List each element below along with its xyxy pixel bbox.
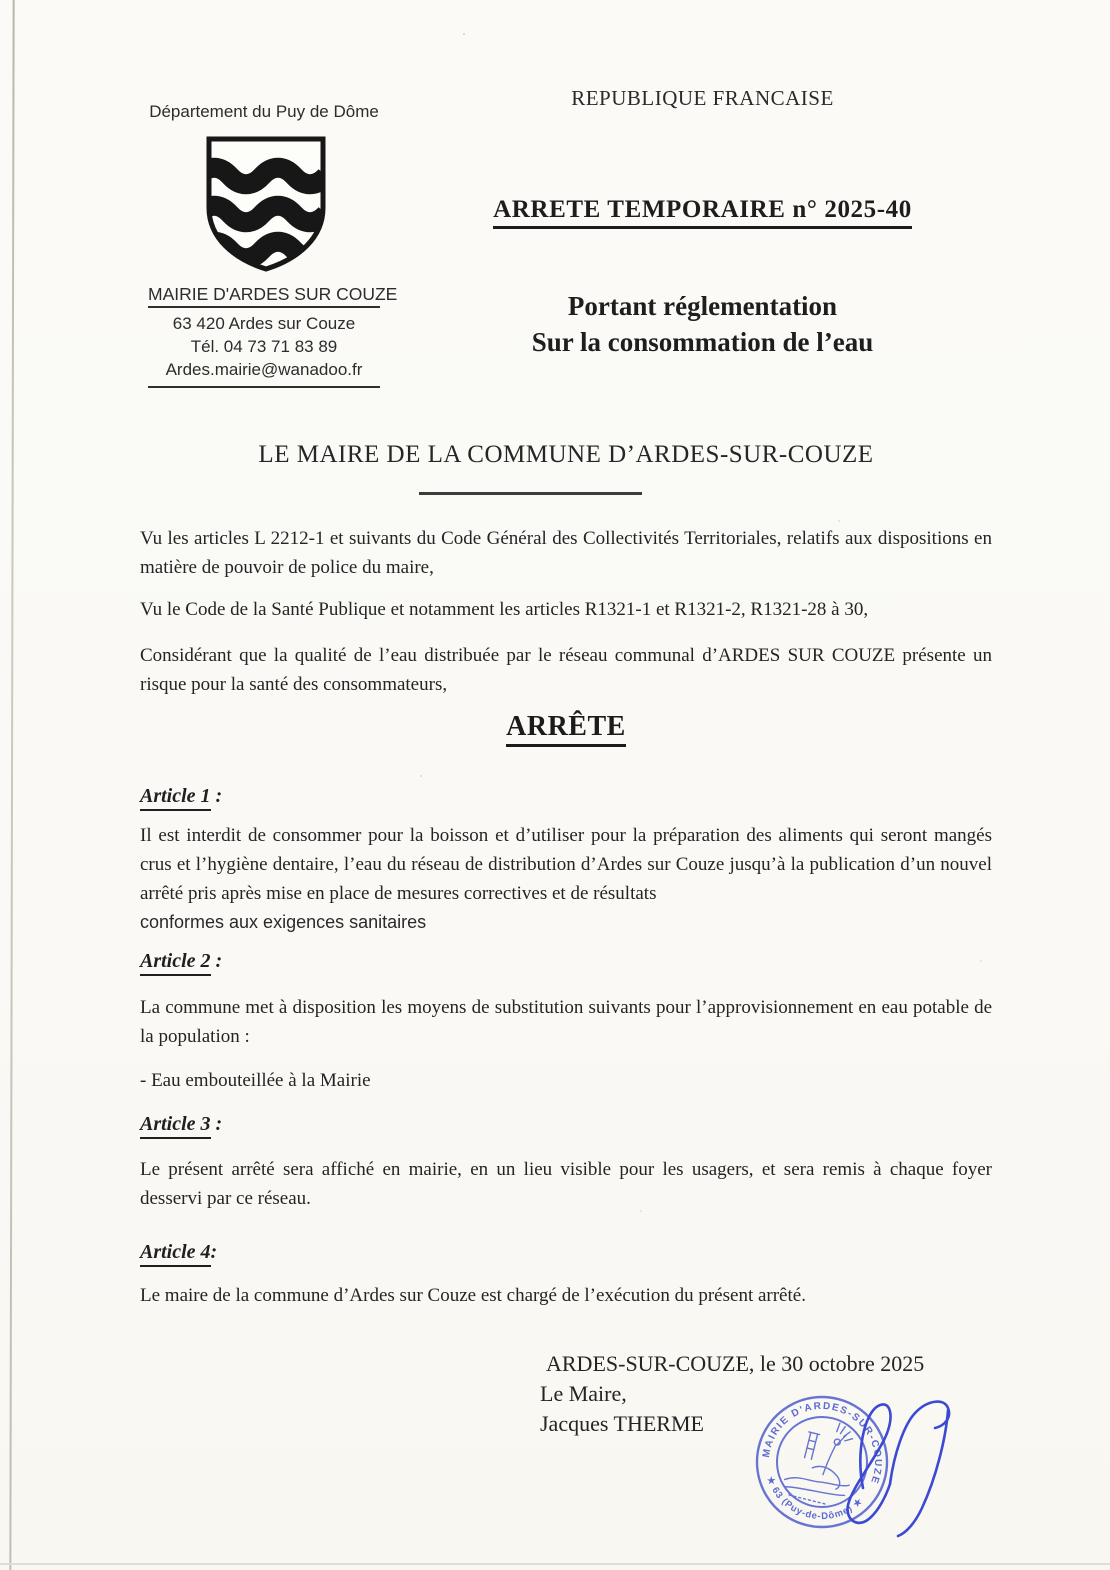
recital-1: Vu les articles L 2212-1 et suivants du Code Général des Collectivités Territoriales, relatifs aux dispositions en matière de pouvoir de police du maire, bbox=[140, 528, 992, 578]
letterhead-divider-bottom bbox=[148, 386, 380, 388]
recital-3: Considérant que la qualité de l’eau distribuée par le réseau communal d’ARDES SUR COUZE présente un risque pour la santé des consommateurs, bbox=[140, 645, 992, 695]
handwritten-signature-icon bbox=[818, 1388, 973, 1540]
letterhead-divider-top bbox=[148, 306, 380, 308]
article-4-colon: : bbox=[210, 1241, 218, 1263]
recital-2: Vu le Code de la Santé Publique et notamment les articles R1321-1 et R1321-2, R1321-28 à 30, bbox=[140, 599, 869, 620]
signer-role: Le Maire, bbox=[540, 1381, 627, 1406]
email-line: Ardes.mairie@wanadoo.fr bbox=[165, 360, 363, 379]
article-2-heading bbox=[140, 950, 992, 976]
article-3-heading bbox=[140, 1113, 992, 1139]
article-1-body: Il est interdit de consommer pour la boisson et d’utiliser pour la préparation des aliments qui seront mangés crus et l’hygiène dentaire, l’eau du réseau de distribution d’Ardes sur Couze jusqu’à la publication d’un nouvel arrêté pris après mise en place de mesures correctives et de résultats bbox=[140, 825, 992, 904]
article-3-label: Article 3 bbox=[140, 1113, 211, 1139]
article-1-body-tail: conformes aux exigences sanitaires bbox=[140, 912, 427, 932]
stamp-bottom-text: ★ 63 (Puy-de-Dôme) ★ bbox=[764, 1474, 866, 1523]
article-2-label: Article 2 bbox=[140, 950, 211, 976]
decree-subject-line-1: Portant réglementation bbox=[567, 291, 838, 321]
municipality-shield-icon bbox=[204, 134, 328, 274]
place-date-line: ARDES-SUR-COUZE, le 30 octobre 2025 bbox=[546, 1351, 925, 1376]
republic-label: REPUBLIQUE FRANCAISE bbox=[571, 86, 834, 110]
signature-strokes bbox=[848, 1402, 949, 1536]
document-title: LE MAIRE DE LA COMMUNE D’ARDES-SUR-COUZE bbox=[258, 441, 874, 468]
article-4-body: Le maire de la commune d’Ardes sur Couze est chargé de l’exécution du présent arrêté. bbox=[140, 1285, 806, 1306]
article-4-label: Article 4 bbox=[140, 1241, 211, 1267]
scan-artifact-bottom-line bbox=[0, 1563, 1110, 1565]
scan-artifact-vertical-line bbox=[9, 0, 14, 1570]
mairie-name: MAIRIE D'ARDES SUR COUZE bbox=[148, 284, 398, 304]
article-1-colon: : bbox=[210, 785, 223, 807]
decree-heading: ARRÊTE bbox=[506, 711, 626, 747]
decree-number-title: ARRETE TEMPORAIRE n° 2025-40 bbox=[493, 196, 912, 229]
decree-subject bbox=[430, 288, 975, 360]
article-1-label: Article 1 bbox=[140, 785, 211, 811]
department-label: Département du Puy de Dôme bbox=[149, 102, 379, 121]
article-1-heading bbox=[140, 785, 992, 811]
substitution-list-item: - Eau embouteillée à la Mairie bbox=[140, 1070, 371, 1091]
decree-heading-wrap bbox=[140, 711, 992, 747]
address-line: 63 420 Ardes sur Couze bbox=[172, 314, 356, 333]
article-3-body: Le présent arrêté sera affiché en mairie, en un lieu visible pour les usagers, et sera remis à chaque foyer desservi par ce réseau. bbox=[140, 1159, 992, 1209]
decree-number-wrap bbox=[430, 196, 975, 229]
stamp-top-text: MAIRIE D'ARDES-SUR-COUZE bbox=[761, 1400, 884, 1486]
article-2-colon: : bbox=[210, 950, 223, 972]
article-4-heading bbox=[140, 1241, 992, 1267]
signer-name: Jacques THERME bbox=[540, 1411, 704, 1436]
title-divider bbox=[419, 492, 642, 495]
article-2-body: La commune met à disposition les moyens de substitution suivants pour l’approvisionnement en eau potable de la population : bbox=[140, 997, 992, 1047]
article-3-colon: : bbox=[210, 1113, 223, 1135]
decree-subject-line-2: Sur la consommation de l’eau bbox=[531, 327, 874, 357]
scan-specks bbox=[463, 33, 465, 35]
phone-line: Tél. 04 73 71 83 89 bbox=[190, 337, 338, 356]
